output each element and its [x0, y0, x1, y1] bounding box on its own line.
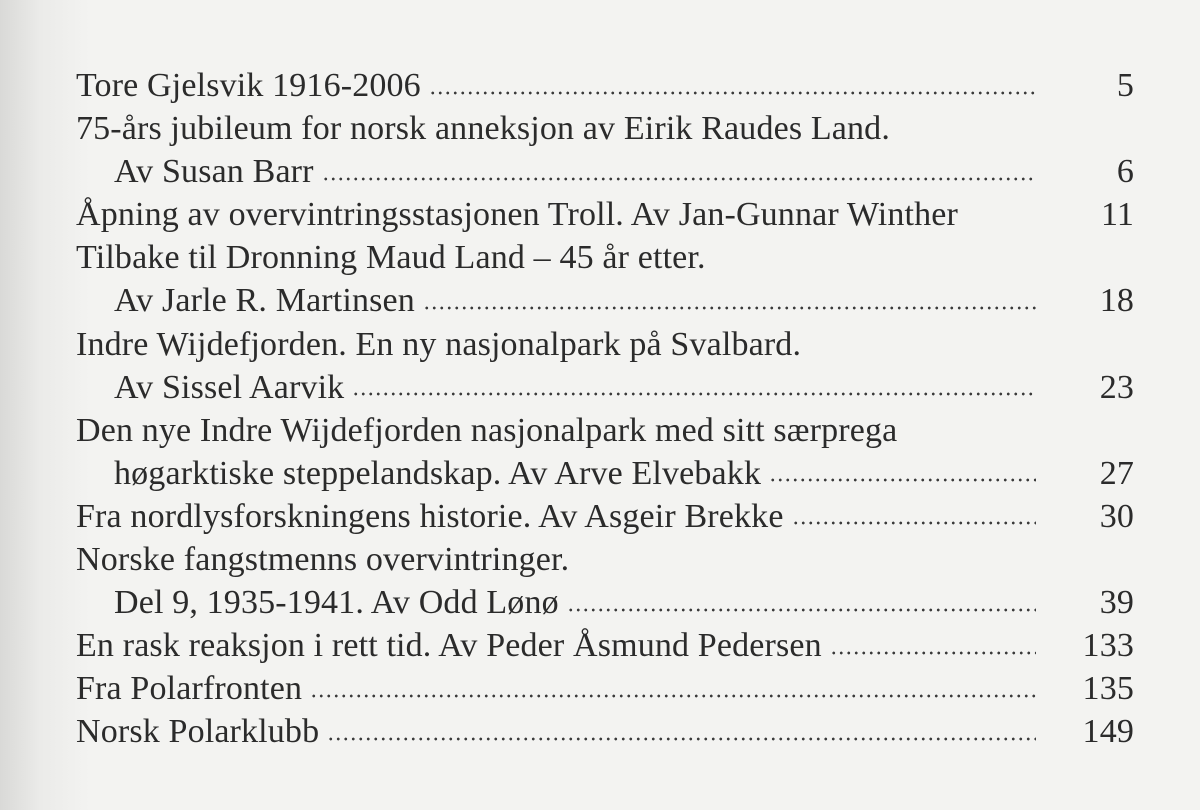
dot-leader: [792, 518, 1036, 528]
toc-entry-title: Av Susan Barr: [114, 153, 314, 191]
toc-entry-title: Norsk Polarklubb: [76, 713, 320, 751]
toc-entry: [76, 409, 1134, 452]
toc-entry-page: 149: [1082, 713, 1134, 751]
dot-leader: [769, 475, 1036, 485]
toc-entry-title: Fra Polarfronten: [76, 670, 303, 708]
dot-leader: [322, 174, 1036, 184]
toc-entry: [76, 624, 1134, 667]
toc-entry-title: Den nye Indre Wijdefjorden nasjonalpark med sitt særprega: [76, 411, 898, 449]
toc-entry-title: Åpning av overvintringsstasjonen Troll. Av Jan-Gunnar Winther: [76, 196, 958, 234]
toc-entry-page: 5: [1116, 67, 1134, 104]
toc-entry-title: Indre Wijdefjorden. En ny nasjonalpark på Svalbard.: [76, 325, 802, 363]
toc-entry: [76, 236, 1134, 279]
toc-entry: [76, 452, 1134, 495]
toc-entry: [76, 366, 1134, 409]
toc-entry: [76, 538, 1134, 581]
dot-leader: [429, 88, 1036, 98]
toc-entry: [76, 150, 1134, 193]
dot-leader: [310, 691, 1036, 701]
toc-entry: [76, 710, 1134, 753]
toc-entry: [76, 107, 1134, 150]
toc-entry-page: 30: [1099, 497, 1134, 535]
dot-leader: [567, 605, 1036, 615]
toc-entry-title: Av Jarle R. Martinsen: [114, 282, 415, 320]
toc-entry: [76, 667, 1134, 710]
toc-entry-title: høgarktiske steppelandskap. Av Arve Elvebakk: [114, 454, 762, 492]
toc-entry-title: En rask reaksjon i rett tid. Av Peder Åsmund Pedersen: [76, 627, 822, 665]
toc-entry-title: Av Sissel Aarvik: [114, 368, 345, 406]
toc-entry-title: 75-års jubileum for norsk anneksjon av Eirik Raudes Land.: [76, 110, 890, 148]
toc-entry-page: 23: [1099, 368, 1134, 406]
toc-entry-page: 135: [1082, 670, 1134, 708]
toc-entry-page: 11: [1100, 196, 1134, 234]
dot-leader: [352, 389, 1036, 399]
toc-entry-title: Tore Gjelsvik 1916-2006: [76, 67, 421, 104]
toc-entry: [76, 323, 1134, 366]
toc-entry: [76, 581, 1134, 624]
toc-entry-title: Fra nordlysforskningens historie. Av Asgeir Brekke: [76, 497, 784, 535]
toc-entry-title: Norske fangstmenns overvintringer.: [76, 541, 570, 579]
toc-entry-title: Tilbake til Dronning Maud Land – 45 år etter.: [76, 239, 706, 277]
toc-entry-page: 6: [1116, 153, 1134, 191]
toc-entry-title: Del 9, 1935-1941. Av Odd Lønø: [114, 584, 559, 622]
toc-entry-page: 27: [1099, 454, 1134, 492]
toc-entry-page: 133: [1082, 627, 1134, 665]
toc-entry-page: 39: [1099, 584, 1134, 622]
dot-leader: [830, 648, 1036, 658]
toc-entry: [76, 64, 1134, 107]
toc-entry-page: 18: [1099, 282, 1134, 320]
toc-entry: [76, 495, 1134, 538]
dot-leader: [327, 734, 1036, 744]
table-of-contents: [76, 64, 1134, 754]
toc-entry: [76, 279, 1134, 322]
dot-leader: [423, 303, 1036, 313]
toc-entry: [76, 193, 1134, 236]
